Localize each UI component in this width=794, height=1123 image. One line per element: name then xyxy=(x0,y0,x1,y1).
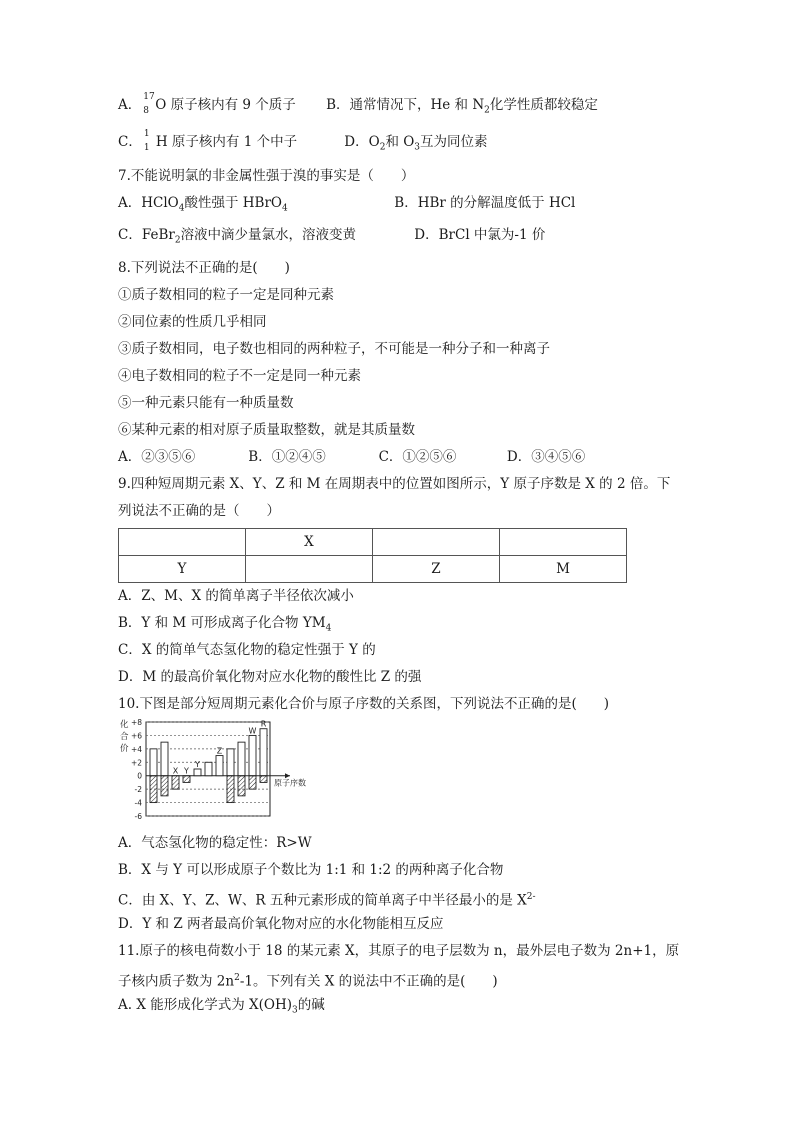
q8-statement-2: ②同位素的性质几乎相同 xyxy=(118,314,267,330)
table-cell xyxy=(119,529,246,556)
bar-positive xyxy=(150,749,157,776)
table-row xyxy=(119,556,627,583)
bar-negative xyxy=(249,776,256,789)
q8-stem: 8.下列说法不正确的是( ) xyxy=(118,260,290,276)
y-tick-label: -4 xyxy=(134,798,142,808)
table-cell: Y xyxy=(119,556,246,583)
bar-positive xyxy=(194,769,201,776)
q8-statement-6: ⑥某种元素的相对原子质量取整数，就是其质量数 xyxy=(118,422,415,438)
y-tick-label: 0 xyxy=(137,771,142,781)
bar-negative xyxy=(238,776,245,796)
y-tick-label: +6 xyxy=(130,731,142,741)
q6-row-ab xyxy=(118,92,598,120)
q10-option-c[interactable]: C．由 X、Y、Z、W、R 五种元素形成的简单离子中半径最小的是 $X^{2-}$ xyxy=(118,892,536,909)
bar-negative xyxy=(227,776,234,803)
bar-label: X xyxy=(172,766,179,776)
x-axis-label: 原子序数 xyxy=(274,778,306,788)
q8-options-row xyxy=(118,448,585,466)
table-cell xyxy=(245,556,372,583)
q9-option-b[interactable]: B．Y 和 M 可形成离子化合物 $YM_4$ xyxy=(118,615,332,634)
y-axis-label-char: 化 xyxy=(120,720,129,730)
table-cell: M xyxy=(499,556,626,583)
q7-row-ab xyxy=(118,194,575,218)
isotope-notation: 1 1 xyxy=(143,129,150,153)
y-tick-label: -2 xyxy=(134,785,142,795)
bar-label: Z xyxy=(216,746,223,756)
q9-stem-line1: 9.四种短周期元素 X、Y、Z 和 M 在周期表中的位置如图所示，Y 原子序数是 X 的 2 倍。下 xyxy=(118,476,671,492)
q10-option-b[interactable]: B．X 与 Y 可以形成原子个数比为 1:1 和 1:2 的两种离子化合物 xyxy=(118,862,504,878)
bar-label: W xyxy=(248,726,257,736)
table-cell: Z xyxy=(372,556,499,583)
table-cell xyxy=(372,529,499,556)
q7-row-cd xyxy=(118,226,545,250)
q7-option-a[interactable]: A．HClO$_4$酸性强于 HBrO$_4$ xyxy=(118,195,288,214)
table-cell: X xyxy=(245,529,372,556)
q6-option-d[interactable]: D．$O_2$和 $O_3$互为同位素 xyxy=(344,134,488,153)
bar-label: Y xyxy=(184,766,189,776)
bar-negative xyxy=(260,776,267,783)
bar-negative xyxy=(183,776,190,783)
q11-stem-line1: 11.原子的核电荷数小于 18 的某元素 X，其原子的电子层数为 n，最外层电子数为 2n+1，原 xyxy=(118,943,680,959)
q11-stem-line2: 子核内质子数为 $2n^2-1$。下列有关 X 的说法中不正确的是( ) xyxy=(118,973,498,990)
bar-negative xyxy=(172,776,179,789)
bar-label: Y xyxy=(195,760,200,769)
y-tick-label: +4 xyxy=(130,744,142,754)
q9-option-a[interactable]: A．Z、M、X 的简单离子半径依次减小 xyxy=(118,588,354,604)
table-cell xyxy=(499,529,626,556)
y-tick-label: +8 xyxy=(130,718,142,727)
q10-stem: 10.下图是部分短周期元素化合价与原子序数的关系图，下列说法不正确的是( ) xyxy=(118,696,610,712)
bar-positive xyxy=(161,742,168,776)
q8-statement-3: ③质子数相同，电子数也相同的两种粒子，不可能是一种分子和一种离子 xyxy=(118,341,550,357)
q10-option-a[interactable]: A．气态氢化物的稳定性：R>W xyxy=(118,835,312,851)
q6-row-cd xyxy=(118,129,488,157)
bar-negative xyxy=(161,776,168,796)
x-axis-arrow-icon xyxy=(285,773,290,778)
bar-positive xyxy=(238,742,245,776)
bar-positive xyxy=(205,762,212,775)
bar-positive xyxy=(227,749,234,776)
bar-negative xyxy=(150,776,157,803)
q8-option-a[interactable]: A．②③⑤⑥ xyxy=(118,449,196,465)
q6-option-c[interactable]: C． 1 1 H 原子核内有 1 个中子 xyxy=(118,129,298,153)
q9-option-c[interactable]: C．X 的简单气态氢化物的稳定性强于 Y 的 xyxy=(118,642,376,658)
q6-option-a[interactable]: A． 17 8 O 原子核内有 9 个质子 xyxy=(118,92,296,116)
bar-positive xyxy=(216,756,223,776)
y-axis-label-char: 合 xyxy=(120,732,129,742)
q8-statement-5: ⑤一种元素只能有一种质量数 xyxy=(118,395,294,411)
y-tick-label: -6 xyxy=(134,812,142,821)
y-tick-label: +2 xyxy=(130,758,142,768)
q9-option-d[interactable]: D．M 的最高价氧化物对应水化物的酸性比 Z 的强 xyxy=(118,669,422,685)
table-row xyxy=(119,529,627,556)
bar-label: R xyxy=(260,719,267,729)
q7-stem: 7.不能说明氯的非金属性强于溴的事实是（ ） xyxy=(118,168,415,184)
q6-option-b[interactable]: B．通常情况下，He 和 $N_2$化学性质都较稳定 xyxy=(326,97,598,116)
y-axis-label-char: 价 xyxy=(120,744,129,754)
periodic-table-fragment xyxy=(118,528,627,583)
q8-option-d[interactable]: D．③④⑤⑥ xyxy=(506,449,586,465)
q8-option-b[interactable]: B．①②④⑤ xyxy=(248,449,326,465)
q7-option-c[interactable]: C．FeBr$_2$溶液中滴少量氯水，溶液变黄 xyxy=(118,227,357,246)
q7-option-d[interactable]: D．BrCl 中氯为-1 价 xyxy=(414,227,546,243)
q10-option-d[interactable]: D．Y 和 Z 两者最高价氧化物对应的水化物能相互反应 xyxy=(118,916,444,932)
bar-positive xyxy=(249,735,256,775)
bar-positive xyxy=(260,729,267,776)
q11-option-a[interactable]: A. X 能形成化学式为 $X(OH)_3$的碱 xyxy=(118,997,325,1016)
q9-stem-line2: 列说法不正确的是（ ） xyxy=(118,503,280,519)
valence-chart xyxy=(118,716,318,824)
isotope-notation: 17 8 xyxy=(143,92,155,116)
q8-option-c[interactable]: C．①②⑤⑥ xyxy=(378,449,457,465)
q7-option-b[interactable]: B．HBr 的分解温度低于 HCl xyxy=(394,195,576,211)
q8-statement-4: ④电子数相同的粒子不一定是同一种元素 xyxy=(118,368,361,384)
q8-statement-1: ①质子数相同的粒子一定是同种元素 xyxy=(118,287,334,303)
